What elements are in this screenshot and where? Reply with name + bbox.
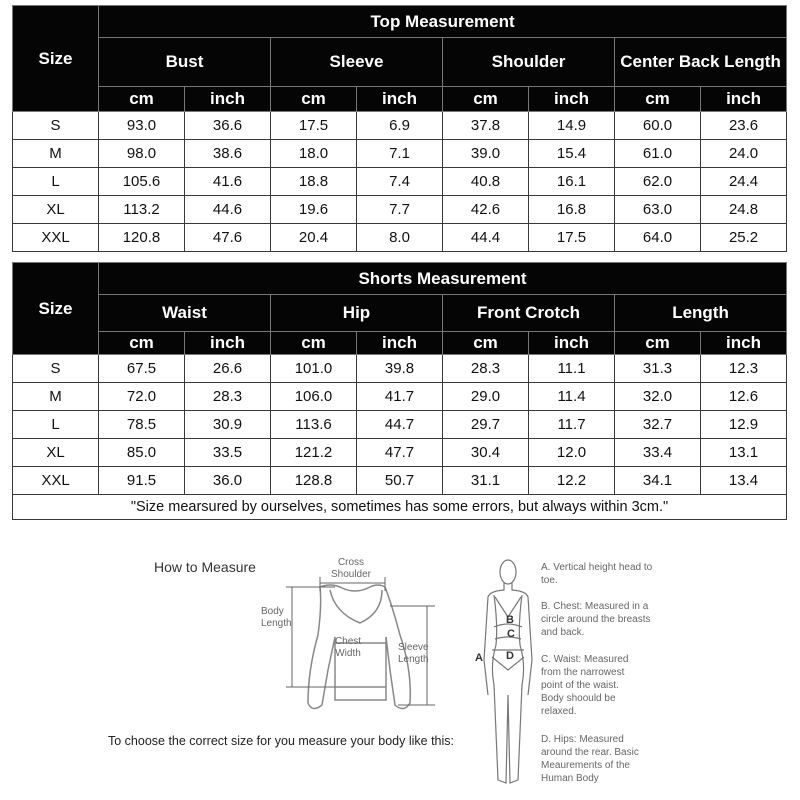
value-cell: 24.4 [701, 168, 787, 196]
value-cell: 78.5 [99, 411, 185, 439]
value-cell: 32.7 [615, 411, 701, 439]
value-cell: 24.0 [701, 140, 787, 168]
size-header: Size [13, 263, 99, 355]
unit-header: inch [701, 332, 787, 355]
unit-header: inch [701, 87, 787, 112]
group-header: Shoulder [443, 38, 615, 87]
value-cell: 44.7 [357, 411, 443, 439]
note-text: "Size mearsured by ourselves, sometimes has some errors, but always within 3cm." [13, 495, 787, 520]
value-cell: 63.0 [615, 196, 701, 224]
value-cell: 30.4 [443, 439, 529, 467]
value-cell: 128.8 [271, 467, 357, 495]
value-cell: 16.8 [529, 196, 615, 224]
value-cell: 12.3 [701, 355, 787, 383]
cross-shoulder-label: Cross Shoulder [330, 557, 372, 580]
size-cell: M [13, 383, 99, 411]
description-d: D. Hips: Measured around the rear. Basic Meaurements of the Human Body [541, 734, 639, 784]
value-cell: 12.2 [529, 467, 615, 495]
unit-header: cm [99, 87, 185, 112]
value-cell: 36.6 [185, 112, 271, 140]
value-cell: 61.0 [615, 140, 701, 168]
value-cell: 121.2 [271, 439, 357, 467]
value-cell: 98.0 [99, 140, 185, 168]
table-title: Top Measurement [99, 6, 787, 38]
group-header: Front Crotch [443, 295, 615, 332]
value-cell: 11.4 [529, 383, 615, 411]
value-cell: 12.9 [701, 411, 787, 439]
value-cell: 17.5 [529, 224, 615, 252]
value-cell: 31.1 [443, 467, 529, 495]
table-title: Shorts Measurement [99, 263, 787, 295]
value-cell: 11.1 [529, 355, 615, 383]
unit-header: inch [357, 332, 443, 355]
table-row [13, 467, 787, 495]
size-cell: XXL [13, 224, 99, 252]
value-cell: 38.6 [185, 140, 271, 168]
value-cell: 47.7 [357, 439, 443, 467]
value-cell: 13.4 [701, 467, 787, 495]
human-body-diagram [478, 555, 538, 795]
how-to-measure-title: How to Measure [154, 559, 256, 575]
unit-header: cm [443, 332, 529, 355]
group-header: Center Back Length [615, 38, 787, 87]
value-cell: 120.8 [99, 224, 185, 252]
value-cell: 23.6 [701, 112, 787, 140]
value-cell: 33.5 [185, 439, 271, 467]
value-cell: 113.2 [99, 196, 185, 224]
table-row [13, 439, 787, 467]
value-cell: 26.6 [185, 355, 271, 383]
unit-header: cm [271, 87, 357, 112]
value-cell: 105.6 [99, 168, 185, 196]
value-cell: 44.6 [185, 196, 271, 224]
group-header-row [13, 295, 787, 332]
value-cell: 12.0 [529, 439, 615, 467]
size-cell: M [13, 140, 99, 168]
unit-header: inch [185, 87, 271, 112]
group-header: Hip [271, 295, 443, 332]
value-cell: 16.1 [529, 168, 615, 196]
value-cell: 14.9 [529, 112, 615, 140]
value-cell: 85.0 [99, 439, 185, 467]
size-cell: S [13, 112, 99, 140]
marker-b: B [506, 614, 514, 626]
value-cell: 62.0 [615, 168, 701, 196]
value-cell: 28.3 [185, 383, 271, 411]
group-header: Length [615, 295, 787, 332]
value-cell: 91.5 [99, 467, 185, 495]
value-cell: 29.0 [443, 383, 529, 411]
sleeve-length-label: Sleeve Length [398, 642, 429, 665]
value-cell: 19.6 [271, 196, 357, 224]
value-cell: 44.4 [443, 224, 529, 252]
value-cell: 72.0 [99, 383, 185, 411]
size-header: Size [13, 6, 99, 112]
table-row [13, 196, 787, 224]
value-cell: 33.4 [615, 439, 701, 467]
value-cell: 41.6 [185, 168, 271, 196]
value-cell: 36.0 [185, 467, 271, 495]
value-cell: 32.0 [615, 383, 701, 411]
shorts-measurement-table [12, 262, 787, 520]
size-cell: L [13, 168, 99, 196]
value-cell: 17.5 [271, 112, 357, 140]
value-cell: 18.8 [271, 168, 357, 196]
value-cell: 106.0 [271, 383, 357, 411]
value-cell: 40.8 [443, 168, 529, 196]
value-cell: 18.0 [271, 140, 357, 168]
value-cell: 39.8 [357, 355, 443, 383]
value-cell: 93.0 [99, 112, 185, 140]
size-cell: S [13, 355, 99, 383]
description-c: C. Waist: Measured from the narrowest point of the waist. Body shoould be relaxed. [541, 654, 629, 717]
table-row [13, 383, 787, 411]
instruction-text: To choose the correct size for you measure your body like this: [108, 734, 454, 748]
value-cell: 50.7 [357, 467, 443, 495]
unit-header: cm [99, 332, 185, 355]
top-measurement-table [12, 5, 787, 252]
value-cell: 25.2 [701, 224, 787, 252]
value-cell: 29.7 [443, 411, 529, 439]
unit-header: cm [271, 332, 357, 355]
title-row [13, 263, 787, 295]
value-cell: 39.0 [443, 140, 529, 168]
value-cell: 13.1 [701, 439, 787, 467]
table-row [13, 112, 787, 140]
unit-header: inch [357, 87, 443, 112]
note-row [13, 495, 787, 520]
unit-header: inch [529, 332, 615, 355]
value-cell: 113.6 [271, 411, 357, 439]
size-cell: XL [13, 439, 99, 467]
value-cell: 24.8 [701, 196, 787, 224]
value-cell: 11.7 [529, 411, 615, 439]
unit-header: cm [615, 332, 701, 355]
value-cell: 101.0 [271, 355, 357, 383]
value-cell: 7.7 [357, 196, 443, 224]
size-cell: L [13, 411, 99, 439]
unit-header: cm [443, 87, 529, 112]
value-cell: 67.5 [99, 355, 185, 383]
value-cell: 6.9 [357, 112, 443, 140]
value-cell: 20.4 [271, 224, 357, 252]
value-cell: 8.0 [357, 224, 443, 252]
marker-a: A [475, 652, 483, 664]
table-row [13, 411, 787, 439]
value-cell: 41.7 [357, 383, 443, 411]
unit-header: cm [615, 87, 701, 112]
value-cell: 7.4 [357, 168, 443, 196]
group-header: Bust [99, 38, 271, 87]
table-row [13, 224, 787, 252]
value-cell: 47.6 [185, 224, 271, 252]
description-b: B. Chest: Measured in a circle around the breasts and back. [541, 601, 651, 638]
body-length-label: Body Length [261, 606, 292, 629]
group-header: Waist [99, 295, 271, 332]
group-header-row [13, 38, 787, 87]
unit-header-row [13, 87, 787, 112]
value-cell: 31.3 [615, 355, 701, 383]
table-row [13, 168, 787, 196]
value-cell: 12.6 [701, 383, 787, 411]
chest-width-label: Chest Width [334, 636, 362, 659]
value-cell: 37.8 [443, 112, 529, 140]
value-cell: 7.1 [357, 140, 443, 168]
marker-d: D [506, 650, 514, 662]
unit-header: inch [529, 87, 615, 112]
group-header: Sleeve [271, 38, 443, 87]
value-cell: 28.3 [443, 355, 529, 383]
value-cell: 30.9 [185, 411, 271, 439]
size-cell: XXL [13, 467, 99, 495]
value-cell: 64.0 [615, 224, 701, 252]
table-row [13, 355, 787, 383]
unit-header: inch [185, 332, 271, 355]
description-a: A. Vertical height head to toe. [541, 562, 653, 586]
value-cell: 60.0 [615, 112, 701, 140]
value-cell: 15.4 [529, 140, 615, 168]
table-row [13, 140, 787, 168]
title-row [13, 6, 787, 38]
value-cell: 34.1 [615, 467, 701, 495]
marker-c: C [507, 628, 515, 640]
value-cell: 42.6 [443, 196, 529, 224]
unit-header-row [13, 332, 787, 355]
size-cell: XL [13, 196, 99, 224]
